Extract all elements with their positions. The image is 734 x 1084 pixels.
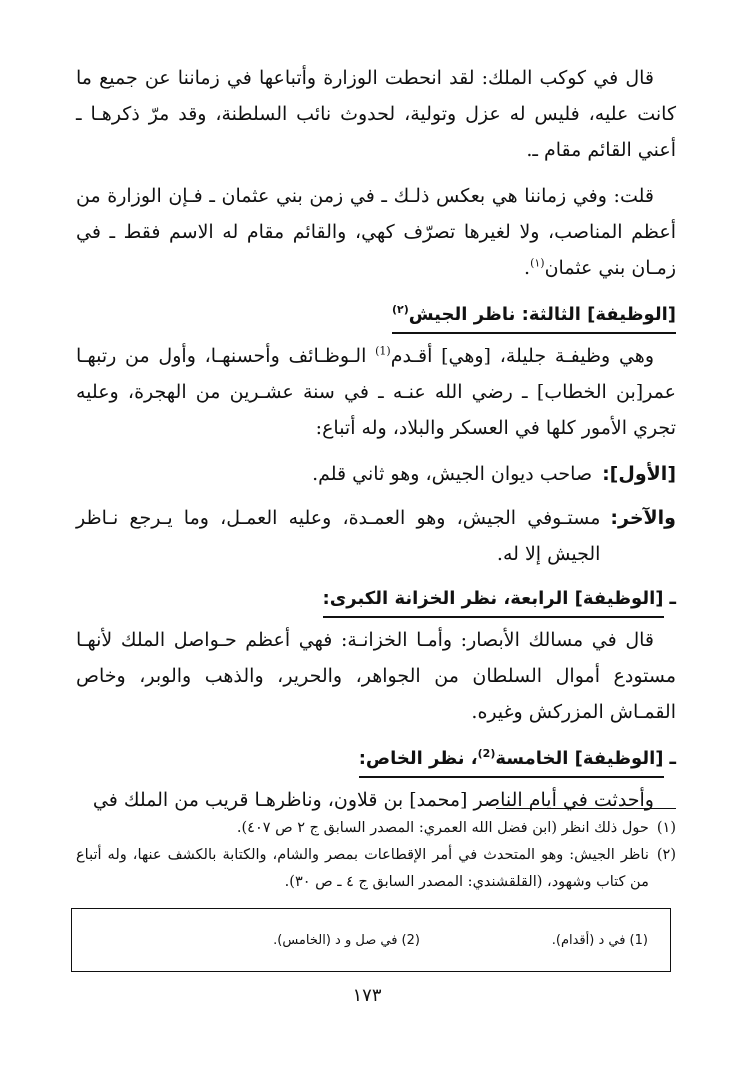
footnote-2 [76, 842, 676, 896]
footnote-1 [76, 815, 676, 842]
paragraph-2 [76, 178, 676, 286]
footnote-2-num: (٢) [656, 847, 676, 863]
footnote-ref-1[interactable]: (١) [530, 256, 545, 270]
boxed-ref-2[interactable]: (2) [477, 747, 496, 760]
heading-3-text: [الوظيفة] الثالثة: ناظر الجيش [408, 304, 676, 325]
paragraph-1: قال في كوكب الملك: لقد انحطت الوزارة وأتباعها في زماننا عن جميع ما كانت عليه، فليس له عزل وتولية، لحدوث نائب السلطنة، وقد مرّ ذكرهـا ـ أعني القائم مقام ـ. [76, 67, 676, 161]
list-term-other: والآخر: [610, 507, 676, 529]
list-item-other [76, 500, 676, 572]
page-body [76, 60, 676, 828]
heading-5 [359, 744, 664, 778]
list-item-first [76, 456, 676, 492]
footnote-rule [496, 808, 676, 809]
list-desc-other: مستـوفي الجيش، وهو العمـدة، وعليه العمـل، وما يـرجع نـاظر الجيش إلا له. [76, 507, 601, 565]
paragraph-5: وأحدثت في أيام الناصر [محمد] بن قلاون، وناظرهـا قريب من الملك في [92, 789, 654, 811]
heading-3-line [76, 296, 676, 332]
editor-note-1: (1) في د (أقدام). [551, 933, 648, 948]
paragraph-2-text: قلت: وفي زماننا هي بعكس ذلـك ـ في زمن بني عثمان ـ فـإن الوزارة من أعظم المناصب، ولا لغيرها تصرّف كهي، والقائم مقام له الاسم فقط ـ في زمـان بني عثمان [76, 185, 676, 279]
paragraph-3-a: وهي وظيفـة جليلة، [وهي] أقـدم [390, 345, 654, 367]
footnotes [76, 808, 676, 896]
heading-4-dash: ـ [669, 587, 676, 609]
list-term-first: [الأول]: [602, 463, 676, 485]
footnote-1-text: حول ذلك انظر (ابن فضل الله العمري: المصدر السابق ج ٢ ص ٤٠٧). [236, 820, 649, 836]
paragraph-3-b: الـوظـائف وأحسنهـا، وأول من رتبهـا عمر[بن الخطاب] ـ رضي الله عنـه ـ في سنة عشـرين من الهجرة، وعليه تجري الأمور كلها في العسكر والبلاد، وله أتباع: [76, 345, 676, 439]
editor-notes-box [71, 908, 671, 972]
editor-note-2: (2) في صل و د (الخامس). [273, 933, 420, 948]
footnote-2-text: ناظر الجيش: وهو المتحدث في أمر الإقطاعات بمصر والشام، والكتابة بالكشف عنها، وله أتباع من كتاب وشهود، (القلقشندي: المصدر السابق ج ٤ ـ ص ٣٠). [76, 847, 649, 890]
heading-5-dash: ـ [669, 747, 676, 769]
footnote-1-num: (١) [656, 820, 676, 836]
heading-5-a: [الوظيفة] الخامسة [495, 748, 664, 769]
heading-5-line [76, 740, 676, 776]
list-desc-first: صاحب ديوان الجيش، وهو ثاني قلم. [312, 463, 593, 485]
heading-5-b: ، نظر الخاص: [358, 748, 478, 769]
heading-3 [392, 300, 676, 334]
page-number: ١٧٣ [352, 985, 382, 1006]
paragraph-4: قال في مسالك الأبصار: وأمـا الخزانـة: فهي أعظم حـواصل الملك لأنهـا مستودع أموال السلطان من الجواهر، والحرير، والذهب والوبر، وخاص القمـاش المزركش وغيره. [76, 629, 676, 723]
boxed-ref-1[interactable]: (1) [375, 344, 391, 358]
paragraph-3 [76, 338, 676, 446]
heading-4: [الوظيفة] الرابعة، نظر الخزانة الكبرى: [323, 584, 664, 618]
footnote-ref-2[interactable]: (٢) [391, 303, 409, 316]
paragraph-2-end: . [524, 257, 531, 279]
heading-4-line [76, 580, 676, 616]
